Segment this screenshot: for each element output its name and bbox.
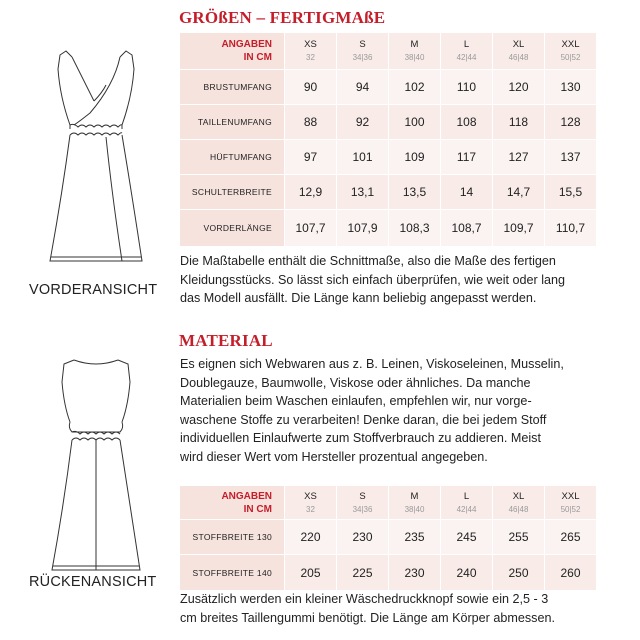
table-cell: 250 — [492, 555, 544, 590]
size-header: M 38|40 — [388, 486, 440, 520]
table-row — [180, 520, 596, 555]
table-cell: 220 — [284, 520, 336, 555]
table-cell: 90 — [284, 70, 336, 105]
table-row — [180, 70, 596, 105]
table-row — [180, 555, 596, 590]
header-label-line2: IN CM — [243, 503, 272, 515]
table-cell: 109,7 — [492, 210, 544, 246]
table-cell: 265 — [544, 520, 596, 555]
table-cell: 15,5 — [544, 175, 596, 210]
header-label-line1: ANGABEN — [221, 39, 272, 50]
text-line: Kleidungsstücks. So lässt sich einfach überprüfen, wie weit oder lang — [180, 272, 566, 287]
text-line: cm breites Taillengummi benötigt. Die Länge am Körper abmessen. — [180, 610, 555, 625]
table-cell: 255 — [492, 520, 544, 555]
table-cell: 97 — [284, 140, 336, 175]
row-label: SCHULTERBREITE — [180, 175, 284, 210]
size-header: XXL 50|52 — [544, 486, 596, 520]
table-cell: 230 — [336, 520, 388, 555]
measurement-header-label — [180, 33, 284, 70]
sizes-heading: GRÖßEN – FERTIGMAßE — [179, 8, 386, 27]
header-label-line1: ANGABEN — [221, 490, 272, 502]
back-view-label: RÜCKENANSICHT — [29, 574, 157, 590]
table-cell: 14 — [440, 175, 492, 210]
table-cell: 107,9 — [336, 210, 388, 246]
front-view-label: VORDERANSICHT — [29, 282, 158, 298]
extra-note — [180, 590, 598, 627]
table-cell: 94 — [336, 70, 388, 105]
fabric-header-row — [180, 486, 596, 520]
measurement-header-row — [180, 33, 596, 70]
size-header: XL 46|48 — [492, 33, 544, 70]
size-header: XS 32 — [284, 486, 336, 520]
size-header: S 34|36 — [336, 486, 388, 520]
material-heading: MATERIAL — [179, 331, 273, 350]
table-cell: 108,3 — [388, 210, 440, 246]
row-label: TAILLENUMFANG — [180, 105, 284, 140]
table-cell: 100 — [388, 105, 440, 140]
table-cell: 128 — [544, 105, 596, 140]
table-cell: 92 — [336, 105, 388, 140]
measurement-note — [180, 252, 598, 308]
table-cell: 107,7 — [284, 210, 336, 246]
table-cell: 260 — [544, 555, 596, 590]
text-line: waschene Stoffe zu verarbeiten! Denke daran, die bei jedem Stoff — [180, 412, 547, 427]
row-label: STOFFBREITE 140 — [180, 555, 284, 590]
back-dress-illustration — [40, 354, 152, 576]
text-line: Materialien beim Waschen einlaufen, empfehlen wir, nur vorge- — [180, 394, 532, 409]
row-label: STOFFBREITE 130 — [180, 520, 284, 555]
table-cell: 101 — [336, 140, 388, 175]
table-cell: 12,9 — [284, 175, 336, 210]
row-label: BRUSTUMFANG — [180, 70, 284, 105]
text-line: Doublegauze, Baumwolle, Viskose oder ähnliches. Da manche — [180, 375, 531, 390]
table-row — [180, 175, 596, 210]
size-header: XS 32 — [284, 33, 336, 70]
table-cell: 120 — [492, 70, 544, 105]
table-cell: 13,5 — [388, 175, 440, 210]
table-cell: 130 — [544, 70, 596, 105]
table-cell: 245 — [440, 520, 492, 555]
table-cell: 235 — [388, 520, 440, 555]
table-cell: 205 — [284, 555, 336, 590]
table-cell: 102 — [388, 70, 440, 105]
material-text — [180, 355, 598, 467]
fabric-table — [180, 486, 596, 590]
table-cell: 108 — [440, 105, 492, 140]
table-cell: 109 — [388, 140, 440, 175]
table-cell: 88 — [284, 105, 336, 140]
text-line: individuellen Einlaufwerte zum Stoffverbrauch zu addieren. Meist — [180, 431, 541, 446]
text-line: wird dieser Wert vom Hersteller prozentual angegeben. — [180, 449, 488, 464]
table-row — [180, 210, 596, 246]
size-header: XXL 50|52 — [544, 33, 596, 70]
row-label: VORDERLÄNGE — [180, 210, 284, 246]
table-cell: 230 — [388, 555, 440, 590]
table-cell: 137 — [544, 140, 596, 175]
text-line: Zusätzlich werden ein kleiner Wäschedruckknopf sowie ein 2,5 - 3 — [180, 592, 549, 606]
header-label-line2: IN CM — [243, 52, 272, 63]
front-dress-illustration — [40, 45, 152, 267]
table-cell: 117 — [440, 140, 492, 175]
measurement-table — [180, 33, 596, 246]
text-line: das Modell ausfällt. Die Länge kann beliebig angepasst werden. — [180, 291, 537, 306]
size-header: M 38|40 — [388, 33, 440, 70]
table-cell: 108,7 — [440, 210, 492, 246]
size-header: S 34|36 — [336, 33, 388, 70]
text-line: Die Maßtabelle enthält die Schnittmaße, also die Maße des fertigen — [180, 254, 556, 268]
table-cell: 13,1 — [336, 175, 388, 210]
table-cell: 240 — [440, 555, 492, 590]
size-header: L 42|44 — [440, 33, 492, 70]
table-cell: 14,7 — [492, 175, 544, 210]
table-row — [180, 105, 596, 140]
size-header: L 42|44 — [440, 486, 492, 520]
table-cell: 110 — [440, 70, 492, 105]
table-cell: 225 — [336, 555, 388, 590]
table-cell: 110,7 — [544, 210, 596, 246]
size-header: XL 46|48 — [492, 486, 544, 520]
text-line: Es eignen sich Webwaren aus z. B. Leinen, Viskoseleinen, Musselin, — [180, 357, 564, 371]
row-label: HÜFTUMFANG — [180, 140, 284, 175]
table-cell: 118 — [492, 105, 544, 140]
table-row — [180, 140, 596, 175]
fabric-header-label — [180, 486, 284, 520]
table-cell: 127 — [492, 140, 544, 175]
